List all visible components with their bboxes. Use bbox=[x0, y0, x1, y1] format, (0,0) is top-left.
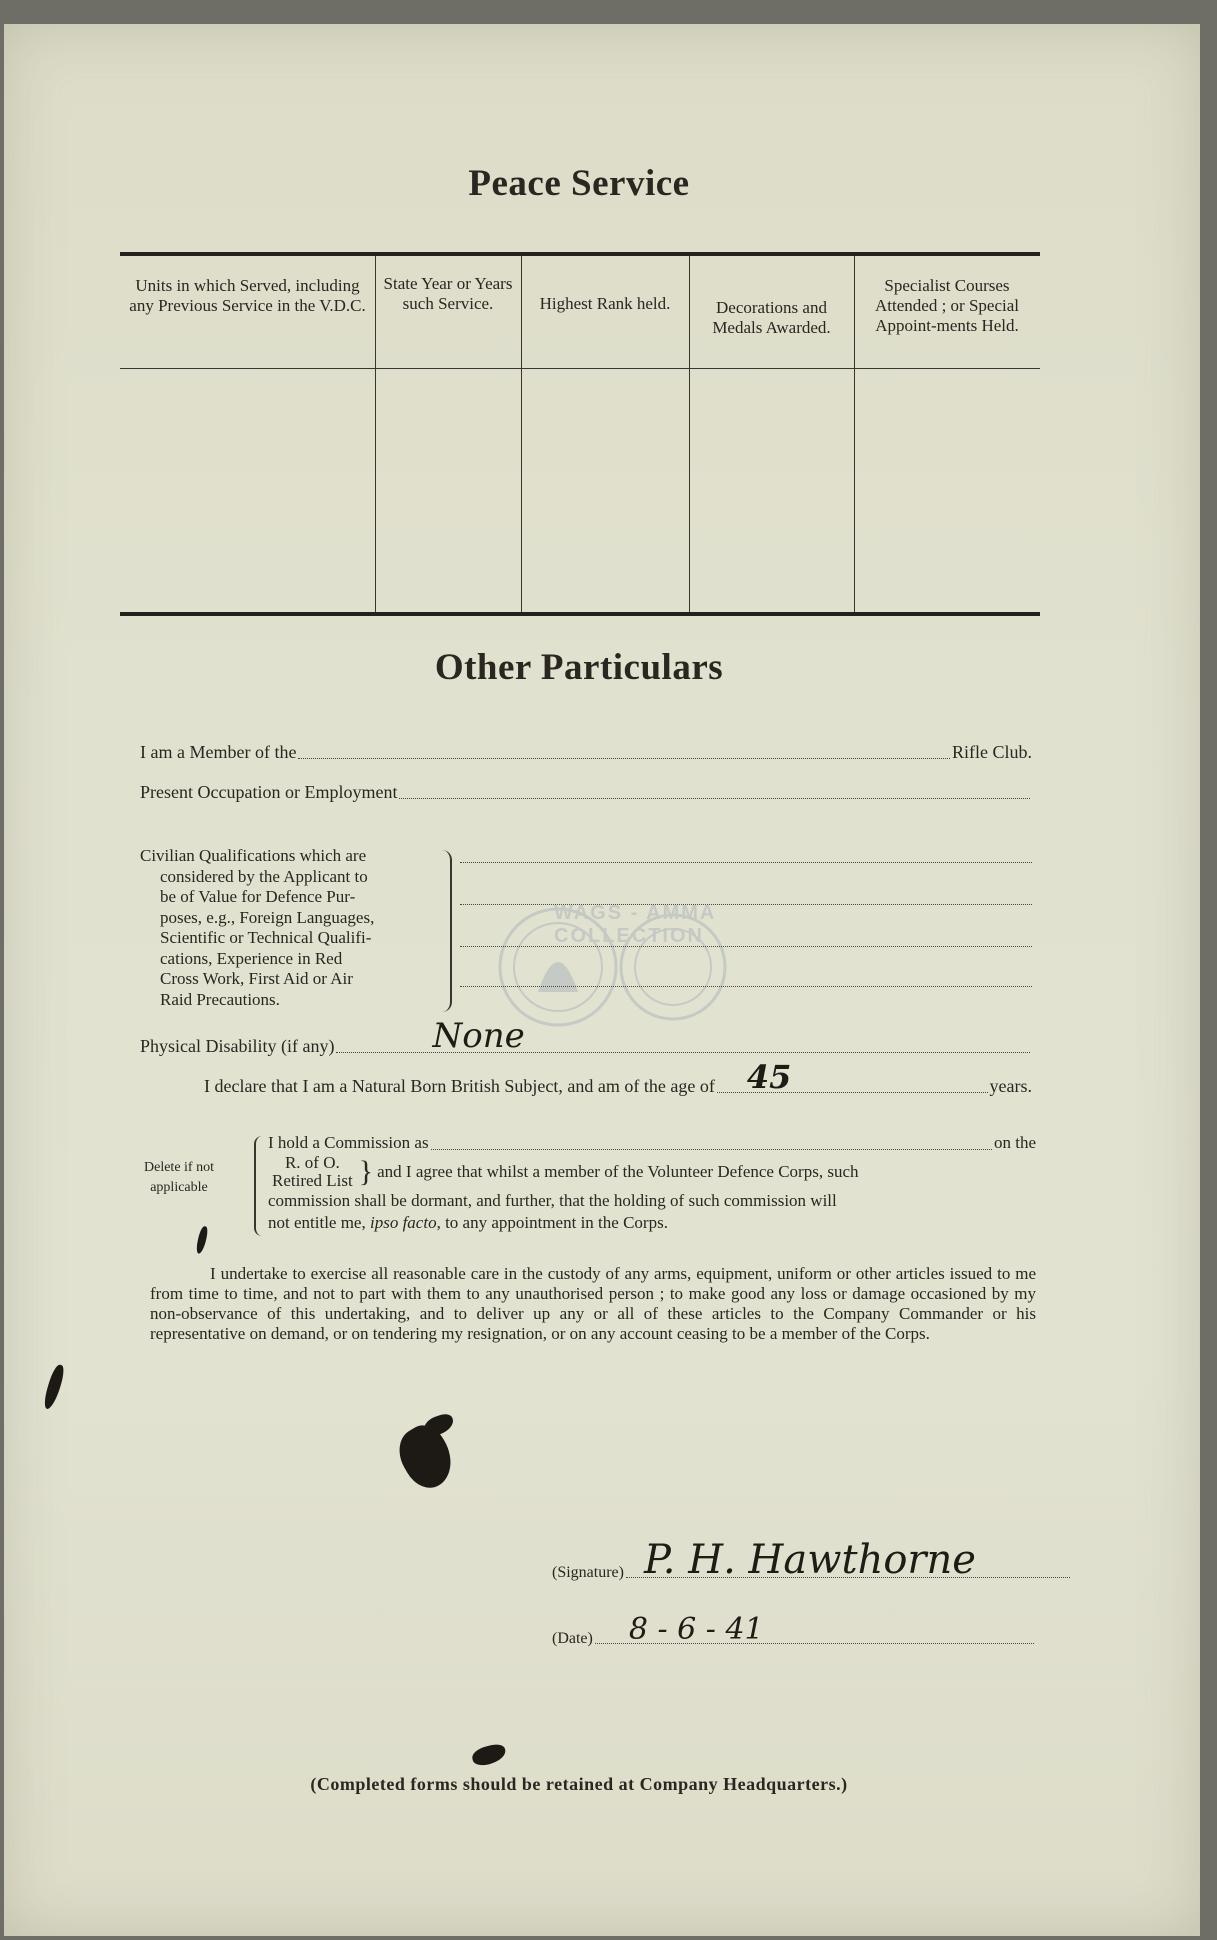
commission-field bbox=[431, 1148, 992, 1150]
column-header: State Year or Years such Service. bbox=[383, 274, 513, 313]
watermark-text: WAGS - AMMA COLLECTION bbox=[554, 902, 716, 947]
date-row bbox=[552, 1612, 1036, 1648]
rifle-club-row bbox=[140, 742, 1032, 763]
commission-text: and I agree that whilst a member of the Volunteer Defence Corps, such bbox=[377, 1162, 859, 1181]
table-column-years bbox=[375, 256, 522, 612]
undertaking-paragraph bbox=[150, 1264, 1036, 1344]
civ-line-text: Raid Precautions. bbox=[160, 989, 280, 1009]
commission-text: commission shall be dormant, and further, that the holding of such commission will bbox=[268, 1191, 837, 1210]
civ-line-text: considered by the Applicant to bbox=[160, 866, 368, 886]
date-label: (Date) bbox=[552, 1630, 593, 1647]
date-handwritten: 8 - 6 - 41 bbox=[628, 1612, 764, 1647]
signature-label: (Signature) bbox=[552, 1564, 624, 1581]
civ-line-text: be of Value for Defence Pur- bbox=[160, 887, 356, 906]
document-page bbox=[4, 24, 1200, 1936]
commission-text: I hold a Commission as bbox=[268, 1133, 429, 1152]
rifle-club-label: I am a Member of the bbox=[140, 742, 297, 762]
column-header: Units in which Served, including any Previous Service in the V.D.C. bbox=[129, 276, 366, 315]
commission-row-1 bbox=[254, 1132, 1036, 1154]
commission-on-the: on the bbox=[993, 1133, 1036, 1152]
footer-note: (Completed forms should be retained at Company Headquarters.) bbox=[310, 1774, 848, 1794]
signature-row bbox=[552, 1537, 1072, 1583]
occupation-label: Present Occupation or Employment bbox=[140, 782, 398, 802]
declaration-label: I declare that I am a Natural Born British Subject, and am of the age of bbox=[204, 1076, 715, 1096]
delete-if-not-applicable bbox=[144, 1158, 214, 1198]
watermark-stamp bbox=[498, 902, 748, 1032]
civilian-brace bbox=[436, 850, 452, 1012]
commission-row-2 bbox=[254, 1154, 1036, 1190]
ro-text: R. of O. bbox=[284, 1153, 340, 1172]
retired-list-text: Retired List bbox=[272, 1171, 353, 1190]
column-header: Specialist Courses Attended ; or Special Appoint-ments Held. bbox=[875, 276, 1019, 335]
undertaking-text: I undertake to exercise all reasonable care in the custody of any arms, equipment, uniform or other articles issued to me from time to time, and not to part with them to any unauthorised person ; to make good any loss or damage occasioned by my non-observance of this undertaking, and to deliver up any or all of these articles to the Company Commander or his representative on demand, or on tendering my resignation, or on any account ceasing to be a member of the Corps. bbox=[150, 1264, 1036, 1343]
years-label: years. bbox=[989, 1076, 1032, 1096]
ink-mark bbox=[42, 1363, 66, 1411]
civ-line-text: Civilian Qualifications which are bbox=[140, 846, 367, 865]
column-header: Decorations and Medals Awarded. bbox=[712, 298, 831, 337]
civilian-field-line bbox=[460, 862, 1032, 863]
rifle-club-suffix: Rifle Club. bbox=[952, 742, 1032, 762]
ink-blot bbox=[470, 1742, 507, 1768]
delete-label-line: applicable bbox=[150, 1180, 208, 1195]
disability-row bbox=[140, 1016, 1032, 1057]
commission-text: not entitle me, bbox=[268, 1213, 370, 1232]
civ-line-text: Scientific or Technical Qualifi- bbox=[160, 928, 372, 947]
column-header: Highest Rank held. bbox=[539, 294, 671, 313]
peace-service-table bbox=[120, 252, 1040, 616]
disability-field bbox=[336, 1016, 1030, 1056]
declaration-row bbox=[204, 1058, 1032, 1097]
table-column-units bbox=[120, 256, 376, 612]
commission-list-choice bbox=[272, 1154, 353, 1190]
civilian-qualifications-label bbox=[140, 846, 440, 1010]
brace-symbol: } bbox=[358, 1155, 374, 1188]
civ-line-text: Cross Work, First Aid or Air bbox=[160, 969, 353, 988]
peace-service-title: Peace Service bbox=[468, 163, 690, 204]
table-column-decorations bbox=[689, 256, 855, 612]
other-particulars-title: Other Particulars bbox=[434, 647, 724, 688]
commission-clause bbox=[254, 1132, 1036, 1234]
signature-field bbox=[626, 1537, 1070, 1583]
commission-row-4 bbox=[254, 1212, 1036, 1234]
occupation-row bbox=[140, 782, 1032, 803]
civilian-field-line bbox=[460, 986, 1032, 987]
age-handwritten: 45 bbox=[746, 1058, 792, 1096]
disability-handwritten: None bbox=[432, 1016, 525, 1056]
table-column-rank bbox=[521, 256, 690, 612]
civ-line-text: poses, e.g., Foreign Languages, bbox=[160, 907, 375, 927]
delete-label-line: Delete if not bbox=[144, 1160, 214, 1175]
occupation-field bbox=[399, 797, 1030, 799]
date-field bbox=[595, 1612, 1034, 1647]
civilian-field-line bbox=[460, 946, 1032, 947]
signature-handwritten: P. H. Hawthorne bbox=[643, 1537, 976, 1583]
rifle-club-field bbox=[298, 757, 950, 759]
civilian-field-line bbox=[460, 904, 1032, 905]
ipso-facto-text: ipso facto bbox=[369, 1213, 437, 1232]
disability-label: Physical Disability (if any) bbox=[140, 1036, 335, 1056]
civ-line-text: cations, Experience in Red bbox=[160, 948, 343, 968]
age-field bbox=[717, 1058, 988, 1096]
ink-mark bbox=[195, 1225, 209, 1254]
table-column-specialist bbox=[854, 256, 1040, 612]
commission-text: , to any appointment in the Corps. bbox=[436, 1213, 668, 1232]
